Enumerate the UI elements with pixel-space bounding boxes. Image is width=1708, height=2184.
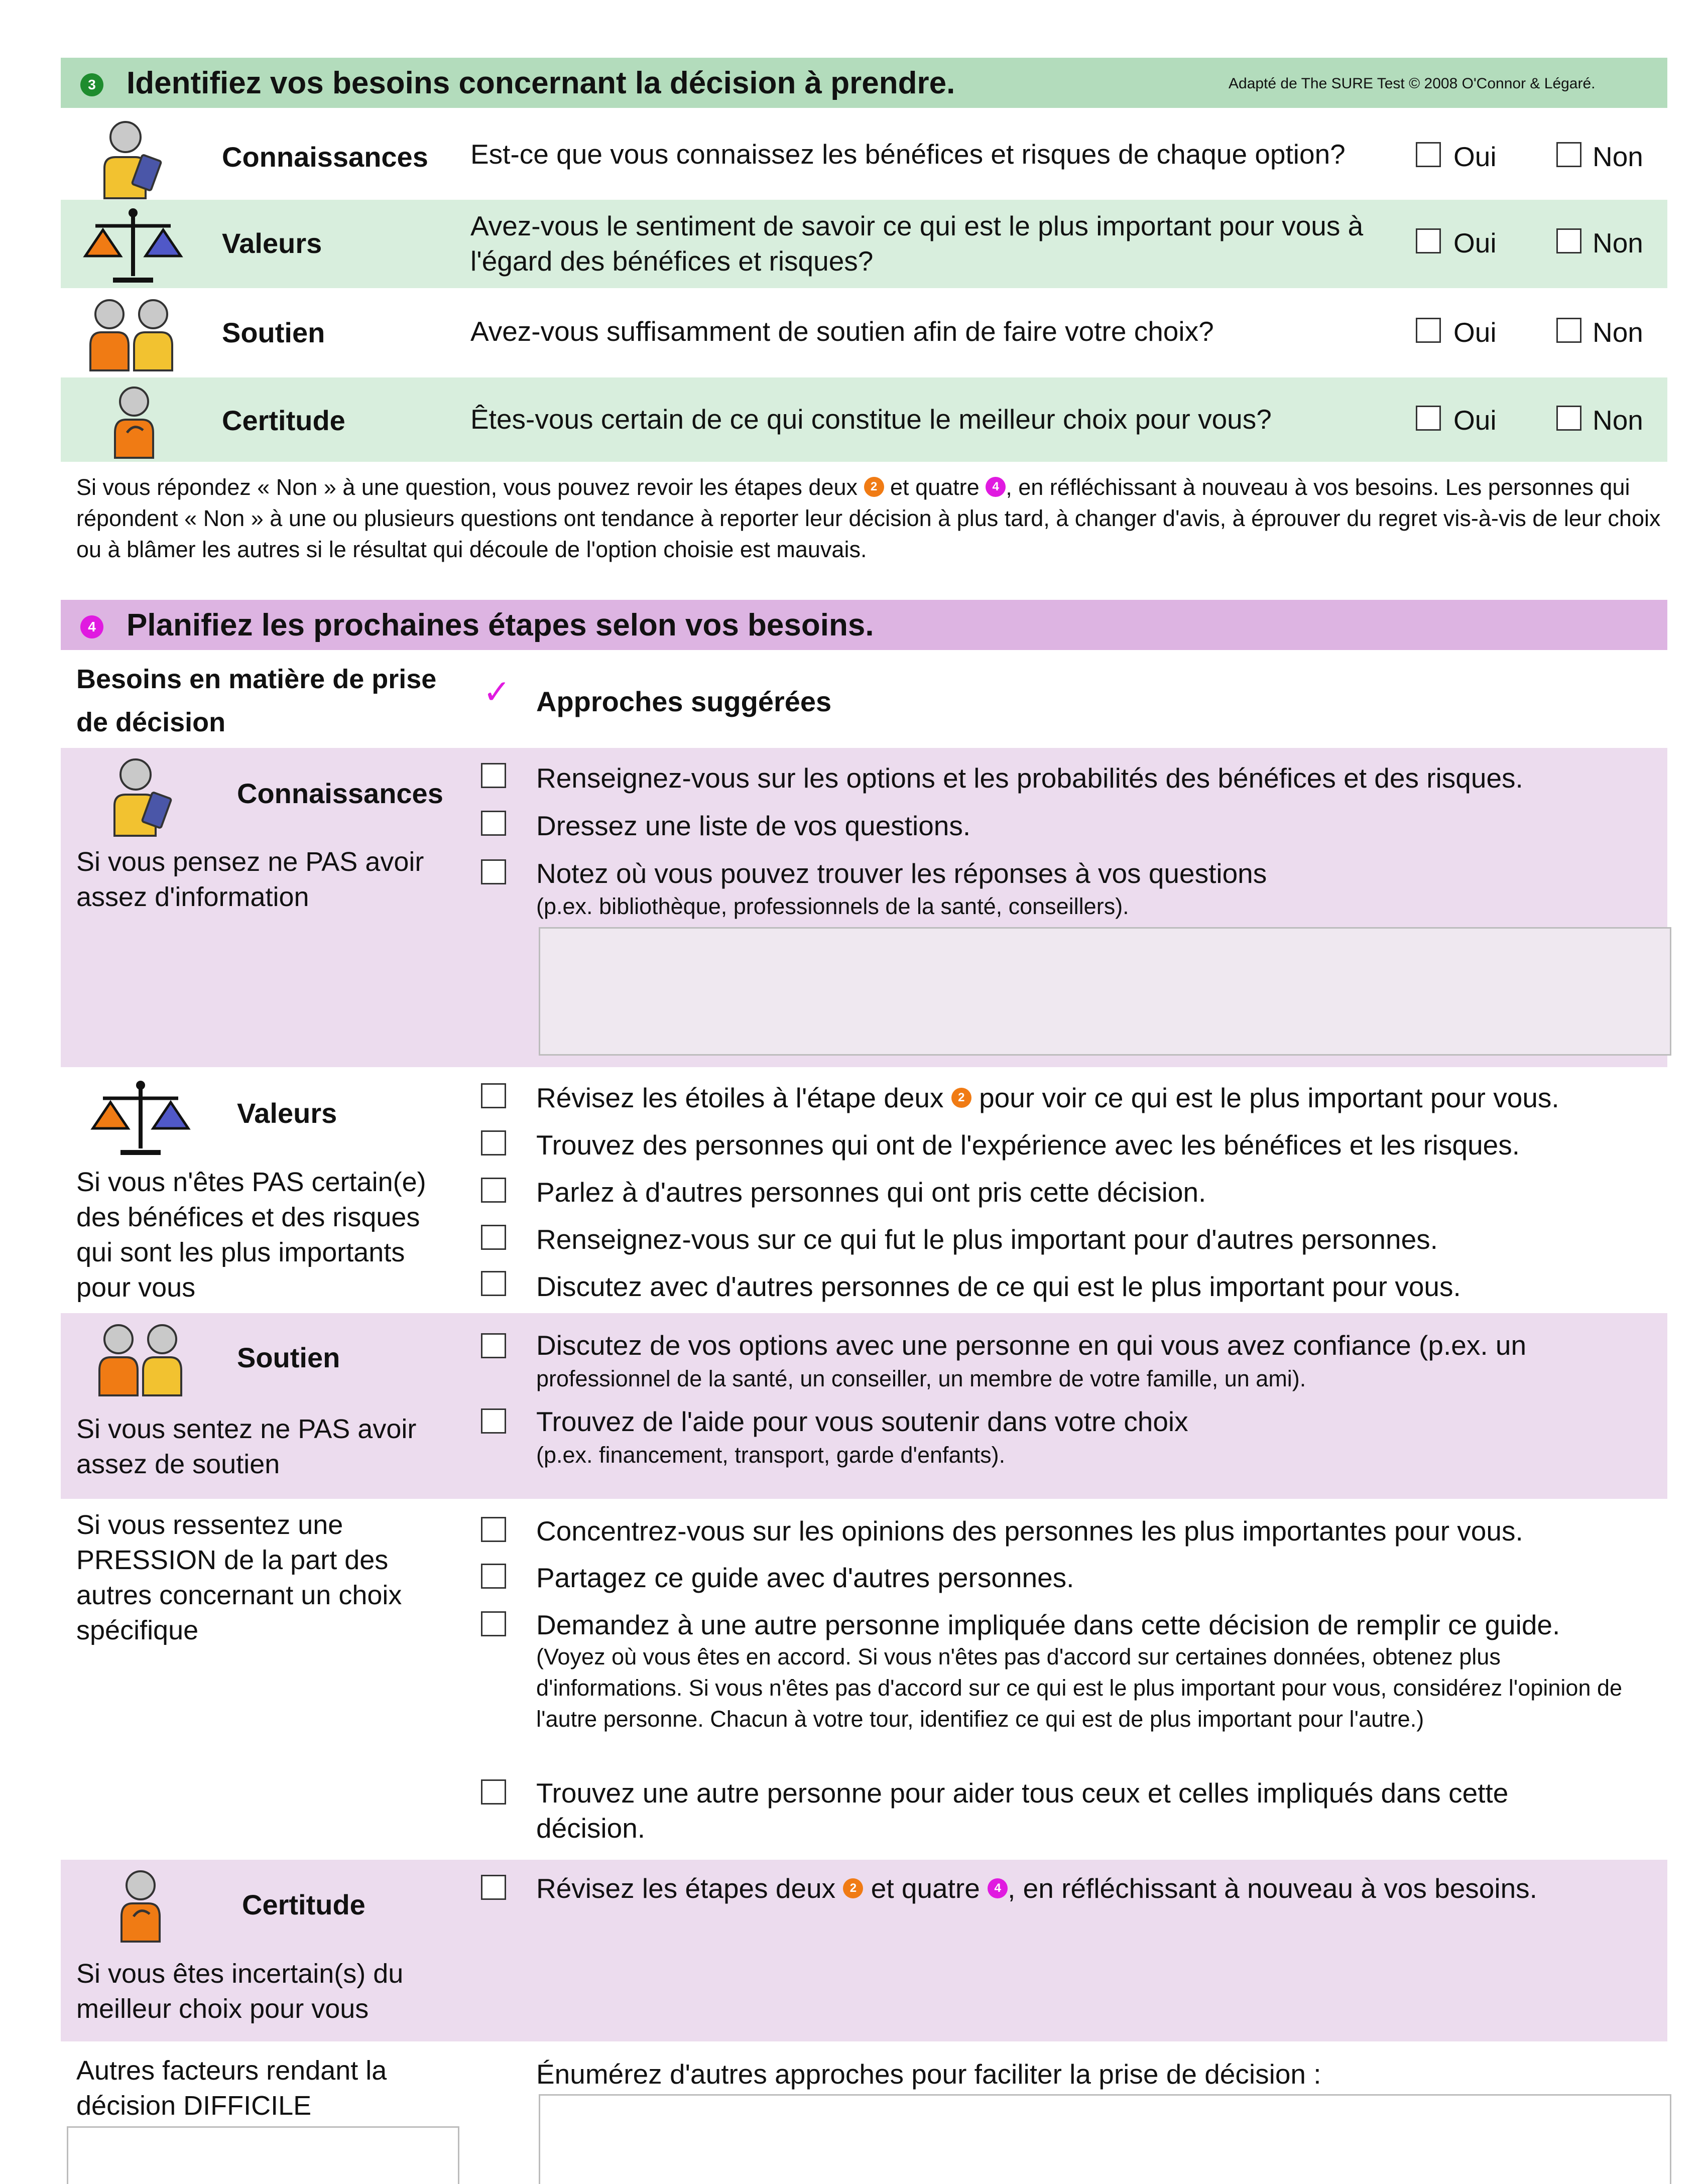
knowledge-item3-note: (p.ex. bibliothèque, professionnels de la santé, conseillers). <box>536 893 1129 919</box>
values-item2: Trouvez des personnes qui ont de l'expérience avec les bénéfices et les risques. <box>536 1129 1520 1161</box>
certainty-no-checkbox[interactable] <box>1556 406 1581 431</box>
support-item2-checkbox[interactable] <box>481 1408 506 1434</box>
support-no-label: Non <box>1593 317 1643 348</box>
values-item2-checkbox[interactable] <box>481 1130 506 1155</box>
pressure-item1: Concentrez-vous sur les opinions des personnes les plus importantes pour vous. <box>536 1515 1523 1547</box>
knowledge-no-label: Non <box>1593 141 1643 172</box>
values-yes-checkbox[interactable] <box>1416 228 1441 253</box>
values-item4-checkbox[interactable] <box>481 1225 506 1250</box>
values-no-checkbox[interactable] <box>1556 228 1581 253</box>
values-label: Valeurs <box>237 1097 337 1129</box>
step-four-badge: 4 <box>986 477 1006 497</box>
values-item3-checkbox[interactable] <box>481 1178 506 1203</box>
knowledge-item1: Renseignez-vous sur les options et les probabilités des bénéfices et des risques. <box>536 762 1523 794</box>
support-item1-checkbox[interactable] <box>481 1333 506 1358</box>
pressure-item2-checkbox[interactable] <box>481 1564 506 1589</box>
pressure-item3-checkbox[interactable] <box>481 1611 506 1636</box>
support-no-checkbox[interactable] <box>1556 318 1581 343</box>
person-certainty-icon <box>108 382 163 465</box>
step3-question-support: Avez-vous suffisamment de soutien afin de faire votre choix? <box>470 316 1214 347</box>
scale-icon <box>80 206 186 289</box>
support-label: Soutien <box>237 1342 340 1373</box>
certainty-yes-label: Oui <box>1453 405 1497 436</box>
support-item1: Discutez de vos options avec une personne en qui vous avez confiance (p.ex. un <box>536 1330 1527 1361</box>
support-people-icon <box>94 1320 190 1403</box>
support-item2-note: (p.ex. financement, transport, garde d'enfants). <box>536 1442 1006 1468</box>
check-mark-icon: ✓ <box>483 673 511 710</box>
knowledge-notes-field[interactable] <box>539 927 1671 1056</box>
knowledge-yes-label: Oui <box>1453 141 1497 172</box>
step3-question-certainty: Êtes-vous certain de ce qui constitue le meilleur choix pour vous? <box>470 404 1272 435</box>
step3-question-values: Avez-vous le sentiment de savoir ce qui est le plus important pour vous à l'égard des bénéfices et risques? <box>470 210 1364 277</box>
step-two-badge: 2 <box>843 1878 863 1898</box>
knowledge-item3-checkbox[interactable] <box>481 859 506 884</box>
support-desc: Si vous sentez ne PAS avoir assez de soutien <box>76 1414 417 1479</box>
step-two-badge: 2 <box>864 477 884 497</box>
other-factors-desc: Autres facteurs rendant la décision DIFFICILE <box>76 2055 387 2121</box>
step3-title: Identifiez vos besoins concernant la décision à prendre. <box>127 66 955 100</box>
support-people-icon <box>85 295 181 378</box>
values-no-label: Non <box>1593 227 1643 259</box>
step3-source: Adapté de The SURE Test © 2008 O'Connor & Légaré. <box>1229 75 1596 92</box>
step3-label-values: Valeurs <box>222 227 322 259</box>
step3-question-knowledge: Est-ce que vous connaissez les bénéfices et risques de chaque option? <box>470 139 1346 170</box>
certainty-item: Révisez les étapes deux 2 et quatre 4 , en réfléchissant à nouveau à vos besoins. <box>536 1873 1537 1904</box>
pressure-desc: Si vous ressentez une PRESSION de la part des autres concernant un choix spécifique <box>76 1510 402 1645</box>
support-yes-checkbox[interactable] <box>1416 318 1441 343</box>
values-item4: Renseignez-vous sur ce qui fut le plus important pour d'autres personnes. <box>536 1224 1438 1255</box>
values-item5: Discutez avec d'autres personnes de ce qui est le plus important pour vous. <box>536 1271 1461 1302</box>
scale-icon <box>88 1078 193 1161</box>
values-item1: Révisez les étoiles à l'étape deux 2 pour voir ce qui est le plus important pour vous. <box>536 1082 1559 1113</box>
values-desc: Si vous n'êtes PAS certain(e) des bénéfices et des risques qui sont les plus importants pour vous <box>76 1167 426 1303</box>
certainty-yes-checkbox[interactable] <box>1416 406 1441 431</box>
step-four-badge: 4 <box>988 1878 1008 1898</box>
knowledge-label: Connaissances <box>237 778 443 809</box>
values-item5-checkbox[interactable] <box>481 1271 506 1296</box>
step3-number: 3 <box>80 73 103 96</box>
pressure-item4: Trouvez une autre personne pour aider tous ceux et celles impliqués dans cette décision. <box>536 1777 1509 1844</box>
step3-label-support: Soutien <box>222 317 325 348</box>
knowledge-desc: Si vous pensez ne PAS avoir assez d'information <box>76 847 424 912</box>
knowledge-item2: Dressez une liste de vos questions. <box>536 810 971 841</box>
support-item1-note: professionnel de la santé, un conseiller, un membre de votre famille, un ami). <box>536 1366 1306 1391</box>
reader-icon <box>95 118 176 206</box>
other-approaches-prompt: Énumérez d'autres approches pour faciliter la prise de décision : <box>536 2059 1321 2090</box>
pressure-item1-checkbox[interactable] <box>481 1517 506 1542</box>
values-item1-checkbox[interactable] <box>481 1083 506 1108</box>
knowledge-item3: Notez où vous pouvez trouver les réponses à vos questions <box>536 858 1267 889</box>
other-factors-field[interactable] <box>67 2126 459 2184</box>
support-item2: Trouvez de l'aide pour vous soutenir dans votre choix <box>536 1406 1188 1437</box>
step3-label-certainty: Certitude <box>222 405 345 436</box>
knowledge-item1-checkbox[interactable] <box>481 763 506 788</box>
step-two-badge: 2 <box>951 1088 971 1108</box>
other-approaches-field[interactable] <box>539 2094 1671 2184</box>
step3-note: Si vous répondez « Non » à une question, vous pouvez revoir les étapes deux 2 et quatre 4 , en réfléchissant à nouveau à vos besoins. Les personnes qui répondent « Non » à une ou plusieurs questions ont tendance à reporter leur décision à plus tard, à changer d'avis, à éprouver du regret vis-à-vis de leur choix ou à blâmer les autres si le résultat qui découle de l'option choisie est mauvais. <box>76 474 1661 562</box>
pressure-item3-note: (Voyez où vous êtes en accord. Si vous n'êtes pas d'accord sur certaines données, obtenez plus d'informations. Si vous n'êtes pas d'accord sur ce qui est le plus important pour vous, considérez l'opinion de l'autre personne. Chacun à votre tour, identifiez ce qui est de plus important pour l'autre.) <box>536 1644 1623 1732</box>
support-yes-label: Oui <box>1453 317 1497 348</box>
pressure-item3: Demandez à une autre personne impliquée dans cette décision de remplir ce guide. <box>536 1609 1560 1640</box>
step3-label-knowledge: Connaissances <box>222 141 428 173</box>
pressure-item2: Partagez ce guide avec d'autres personnes. <box>536 1562 1074 1593</box>
approaches-column-header: Approches suggérées <box>536 686 832 717</box>
reader-icon <box>105 755 186 843</box>
pressure-item4-checkbox[interactable] <box>481 1779 506 1805</box>
needs-column-header: Besoins en matière de prise de décision <box>76 664 437 737</box>
step4-title: Planifiez les prochaines étapes selon vos besoins. <box>127 608 874 643</box>
certainty-label: Certitude <box>242 1889 365 1920</box>
step4-number: 4 <box>80 615 103 638</box>
knowledge-no-checkbox[interactable] <box>1556 142 1581 167</box>
values-yes-label: Oui <box>1453 227 1497 259</box>
knowledge-item2-checkbox[interactable] <box>481 811 506 836</box>
certainty-item-checkbox[interactable] <box>481 1875 506 1900</box>
person-certainty-icon <box>114 1866 170 1949</box>
certainty-no-label: Non <box>1593 405 1643 436</box>
values-item3: Parlez à d'autres personnes qui ont pris cette décision. <box>536 1177 1206 1208</box>
certainty-desc: Si vous êtes incertain(s) du meilleur choix pour vous <box>76 1959 404 2024</box>
knowledge-yes-checkbox[interactable] <box>1416 142 1441 167</box>
